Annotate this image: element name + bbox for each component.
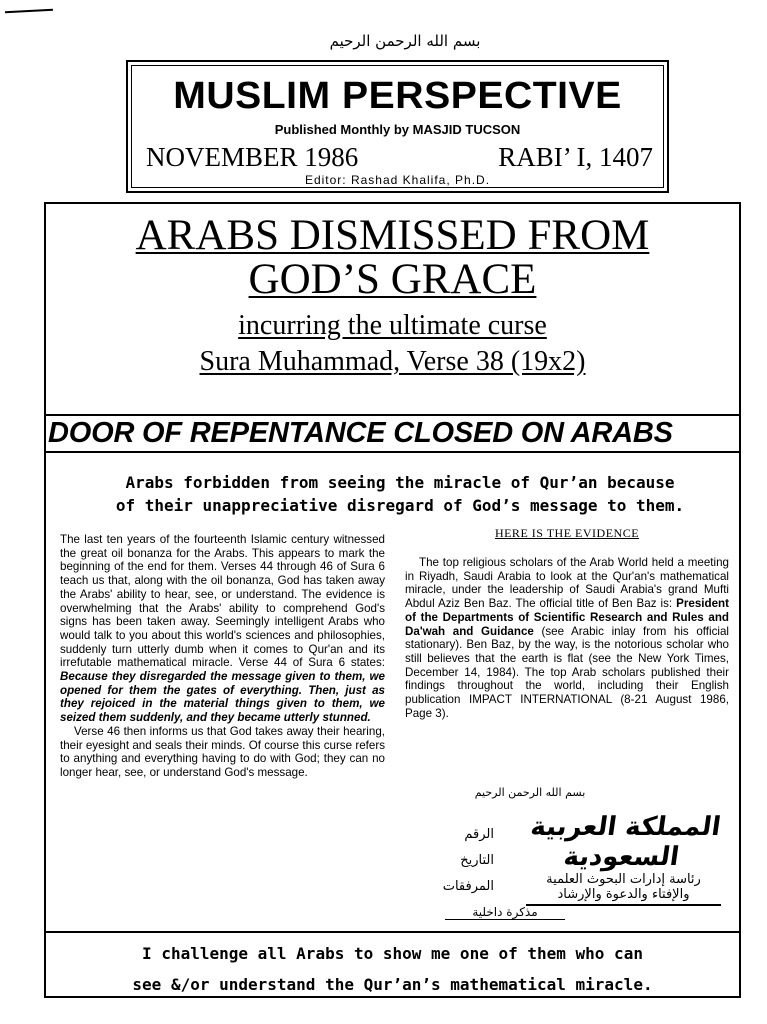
right-p-text: The top religious scholars of the Arab World held a meeting in Riyadh, Saudi Arabia to look at the Qur'an's mathematical miracle, under the leadership of Saudi Arabia's grand Mufti Abdul Aziz Ben Baz. The official title of Ben Baz is:	[405, 556, 729, 611]
inlay-label-date: التاريخ	[460, 853, 494, 868]
masthead	[126, 60, 669, 193]
banner-bottom-rule	[44, 451, 741, 453]
left-p1-text: The last ten years of the fourteenth Islamic century witnessed the great oil bonanza for the Arabs. This appears to mark the beginning of the end for them. Verses 44 through 46 of Sura 6 teach us that, along with the oil bonanza, God has taken away the Arabs' ability to hear, see, or understand. The evidence is overwhelming that the Arabs' ability to comprehend God's signs has been taken away. Seemingly intelligent Arabs who would talk to you about this world's sciences and philosophies, suddenly turn utterly dumb when it comes to Qur'an and its irrefutable mathematical miracle. Verse 44 of Sura 6 states:	[60, 533, 385, 670]
inlay-labels	[424, 822, 494, 900]
right-p-end: (see Arabic inlay from his official stationary). Ben Baz, by the way, is the notorious scholar who still believes that the earth is flat (see the New York Times, December 14, 1984). The top Arab scholars published their findings throughout the world, including their English publication IMPACT INTERNATIONAL (8-21 August 1986, Page 3).	[405, 624, 729, 720]
issue-date-hijri: RABI’ I, 1407	[498, 142, 653, 172]
letterhead-presidency: رئاسة إدارات البحوث العلمية والإفتاء والدعوة والإرشاد	[526, 872, 721, 906]
inlay-bismillah: بسم الله الرحمن الرحيم	[474, 786, 586, 799]
corner-scan-mark	[5, 9, 53, 14]
newsletter-title: MUSLIM PERSPECTIVE	[173, 75, 622, 117]
inlay-memo: مذكرة داخلية	[445, 905, 565, 920]
subheading-line-1: Arabs forbidden from seeing the miracle of Qur’an because	[125, 473, 675, 492]
repentance-banner: DOOR OF REPENTANCE CLOSED ON ARABS	[48, 417, 673, 449]
ben-baz-title: President of the Departments of Scientific Research and Rules and Da'wah and Guidance	[405, 597, 729, 638]
letterhead-kingdom: المملكة العربية السعودية	[528, 812, 723, 872]
right-paragraph	[405, 556, 729, 720]
challenge-line-1: I challenge all Arabs to show me one of them who can	[142, 944, 643, 963]
banner-top-rule	[44, 414, 741, 416]
footer-top-rule	[44, 931, 741, 933]
evidence-heading: HERE IS THE EVIDENCE	[494, 526, 640, 540]
sura-6-verse-44-quote: Because they disregarded the message given to them, we opened for them the gates of everything. Then, just as they rejoiced in the material things given to them, we seized them suddenly, and they became utterly stunned.	[60, 670, 385, 725]
publisher-line: Published Monthly by MASJID TUCSON	[274, 122, 521, 137]
bismillah-top: بسم الله الرحمن الرحيم	[329, 32, 481, 50]
issue-date-gregorian: NOVEMBER 1986	[146, 142, 359, 172]
subheadline-verse: Sura Muhammad, Verse 38 (19x2)	[199, 346, 586, 377]
right-column	[405, 556, 729, 720]
inlay-label-attachments: المرفقات	[442, 879, 494, 894]
editor-line: Editor: Rashad Khalifa, Ph.D.	[304, 173, 491, 187]
subheading-line-2: of their unappreciative disregard of God’s message to them.	[115, 496, 685, 515]
left-paragraph-1	[60, 533, 385, 725]
headline-line-1: ARABS DISMISSED FROM	[135, 212, 650, 259]
saudi-letterhead-logo	[516, 812, 731, 902]
headline-line-2: GOD’S GRACE	[248, 256, 537, 303]
subheadline-curse: incurring the ultimate curse	[238, 310, 547, 341]
challenge-line-2: see &/or understand the Qur’an’s mathematical miracle.	[132, 975, 653, 994]
left-paragraph-2: Verse 46 then informs us that God takes away their hearing, their eyesight and seals their minds. Of course this curse refers to anything and everything having to do with God; they can no longer hear, see, or understand God's message.	[60, 724, 385, 779]
left-column	[60, 533, 385, 780]
inlay-label-number: الرقم	[464, 827, 494, 842]
